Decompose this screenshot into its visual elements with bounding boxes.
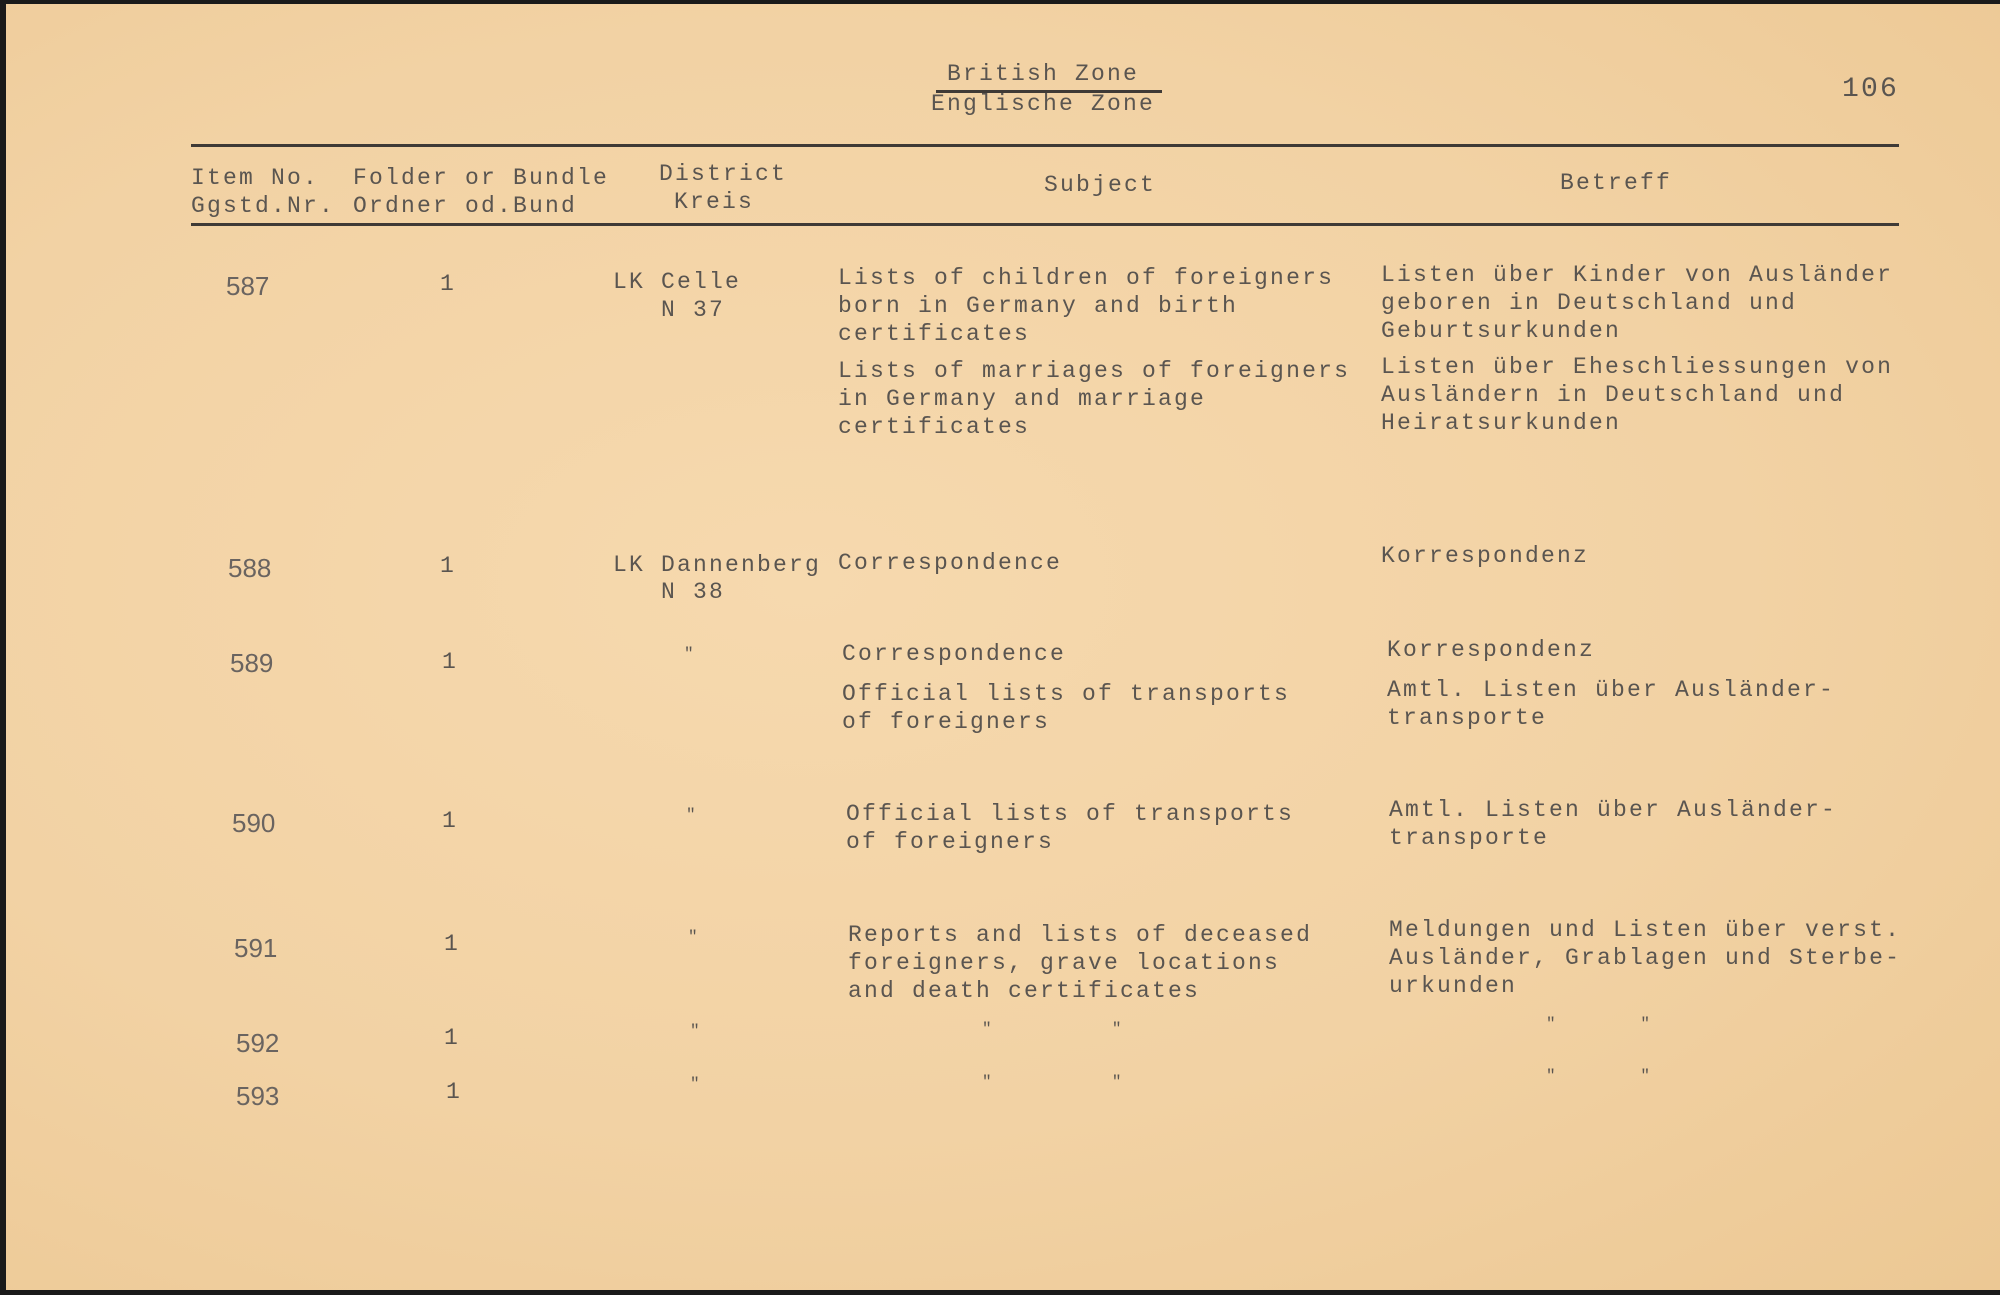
col-district-de: Kreis — [674, 189, 755, 215]
betreff: Korrespondenz — [1381, 543, 1590, 569]
district-code: N 37 — [661, 297, 726, 323]
betreff: Meldungen und Listen über verst. Ausländer, Grablagen und Sterbe- urkunden — [1389, 917, 1902, 999]
district-ditto: " — [690, 1075, 702, 1093]
betreff: Listen über Kinder von Ausländer geboren in Deutschland und Geburtsurkunden — [1381, 262, 1894, 344]
item-number: 590 — [232, 808, 276, 838]
page-number: 106 — [1842, 74, 1900, 105]
col-subject: Subject — [1043, 172, 1157, 198]
col-item-en: Item No. — [191, 165, 320, 191]
district: LK Dannenberg — [613, 552, 822, 578]
folder-count: 1 — [442, 808, 459, 834]
subject: Correspondence — [842, 641, 1067, 667]
district-ditto: " — [688, 928, 700, 946]
district-ditto: " — [690, 1022, 702, 1040]
col-item-de: Ggstd.Nr. — [191, 193, 336, 219]
item-number: 589 — [230, 648, 274, 678]
subject: Correspondence — [838, 550, 1063, 576]
betreff: Listen über Eheschliessungen von Ausländern in Deutschland und Heiratsurkunden — [1381, 354, 1894, 436]
item-number: 588 — [228, 553, 272, 583]
betreff: Amtl. Listen über Ausländer- transporte — [1387, 677, 1836, 731]
betreff: Korrespondenz — [1387, 637, 1596, 663]
col-folder-de: Ordner od.Bund — [353, 193, 578, 219]
betreff-ditto: " " — [1546, 1067, 1653, 1085]
col-betreff: Betreff — [1559, 170, 1673, 196]
title-en: British Zone — [946, 61, 1140, 87]
col-folder-en: Folder or Bundle — [353, 165, 610, 191]
folder-count: 1 — [446, 1079, 463, 1105]
item-number: 587 — [226, 271, 270, 301]
district-code: N 38 — [661, 579, 726, 605]
folder-count: 1 — [444, 1025, 461, 1051]
col-district-en: District — [659, 161, 788, 187]
subject: Lists of marriages of foreigners in Germany and marriage certificates — [838, 358, 1351, 440]
district-ditto: " — [686, 806, 698, 824]
folder-count: 1 — [442, 649, 459, 675]
document-page — [6, 4, 2000, 1290]
subject: Reports and lists of deceased foreigners, grave locations and death certificates — [848, 922, 1313, 1004]
subject: Lists of children of foreigners born in Germany and birth certificates — [838, 265, 1335, 347]
header-top-rule — [191, 144, 1899, 147]
subject: Official lists of transports of foreigners — [846, 801, 1295, 855]
subject: Official lists of transports of foreigners — [842, 681, 1291, 735]
folder-count: 1 — [444, 931, 461, 957]
district: LK Celle — [613, 269, 742, 295]
folder-count: 1 — [440, 271, 457, 297]
item-number: 591 — [234, 933, 278, 963]
folder-count: 1 — [440, 553, 457, 579]
subject-ditto: " " — [982, 1020, 1124, 1038]
betreff: Amtl. Listen über Ausländer- transporte — [1389, 797, 1838, 851]
header-bottom-rule — [191, 223, 1899, 226]
item-number: 592 — [236, 1028, 280, 1058]
subject-ditto: " " — [982, 1073, 1124, 1091]
district-ditto: " — [684, 645, 696, 663]
title-de: Englische Zone — [930, 91, 1156, 117]
betreff-ditto: " " — [1546, 1015, 1653, 1033]
item-number: 593 — [236, 1081, 280, 1111]
